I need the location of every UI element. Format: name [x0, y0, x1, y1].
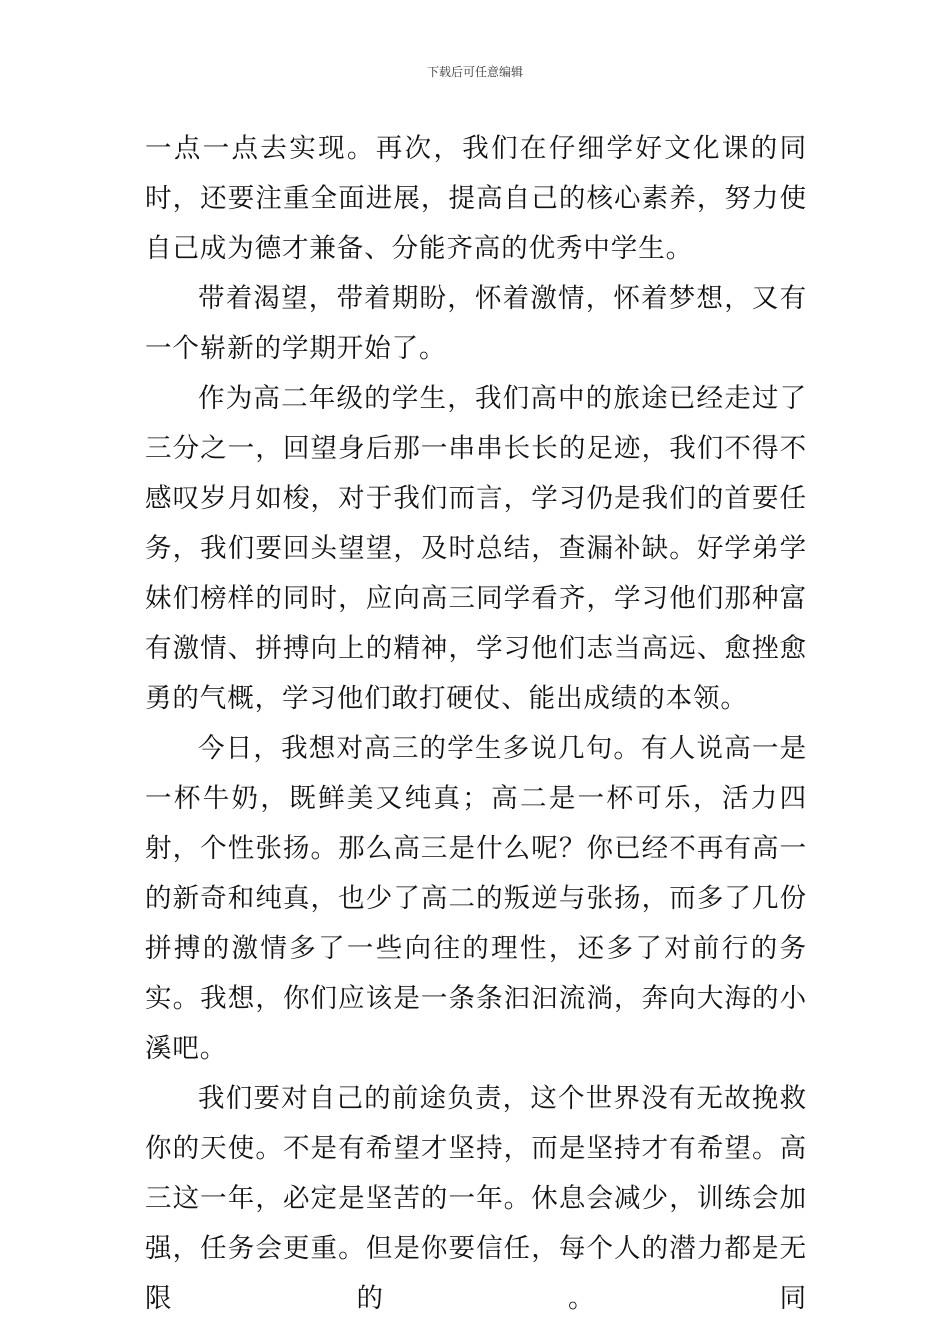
paragraph-3: 作为高二年级的学生，我们高中的旅途已经走过了三分之一，回望身后那一串串长长的足迹，我们不得不感叹岁月如梭，对于我们而言，学习仍是我们的首要任务，我们要回头望望，及时总结，查漏补缺。好学弟学妹们榜样的同时，应向高三同学看齐，学习他们那种富有激情、拼搏向上的精神，学习他们志当高远、愈挫愈勇的气概，学习他们敢打硬仗、能出成绩的本领。 — [145, 383, 807, 714]
page-header: 下载后可任意编辑 — [426, 65, 523, 79]
document-body — [145, 124, 807, 1324]
paragraph-2: 带着渴望，带着期盼，怀着激情，怀着梦想，又有一个崭新的学期开始了。 — [145, 283, 807, 364]
paragraph-4: 今日，我想对高三的学生多说几句。有人说高一是一杯牛奶，既鲜美又纯真；高二是一杯可乐，活力四射，个性张扬。那么高三是什么呢？你已经不再有高一的新奇和纯真，也少了高二的叛逆与张扬，而多了几份拼搏的激情多了一些向往的理性，还多了对前行的务实。我想，你们应该是一条条汩汩流淌，奔向大海的小溪吧。 — [145, 733, 807, 1064]
paragraph-1: 一点一点去实现。再次，我们在仔细学好文化课的同时，还要注重全面进展，提高自己的核心素养，努力使自己成为德才兼备、分能齐高的优秀中学生。 — [145, 133, 807, 264]
paragraph-5: 我们要对自己的前途负责，这个世界没有无故挽救你的天使。不是有希望才坚持，而是坚持才有希望。高三这一年，必定是坚苦的一年。休息会减少，训练会加强，任务会更重。但是你要信任，每个人的潜力都是无限的。同 — [145, 1083, 807, 1314]
